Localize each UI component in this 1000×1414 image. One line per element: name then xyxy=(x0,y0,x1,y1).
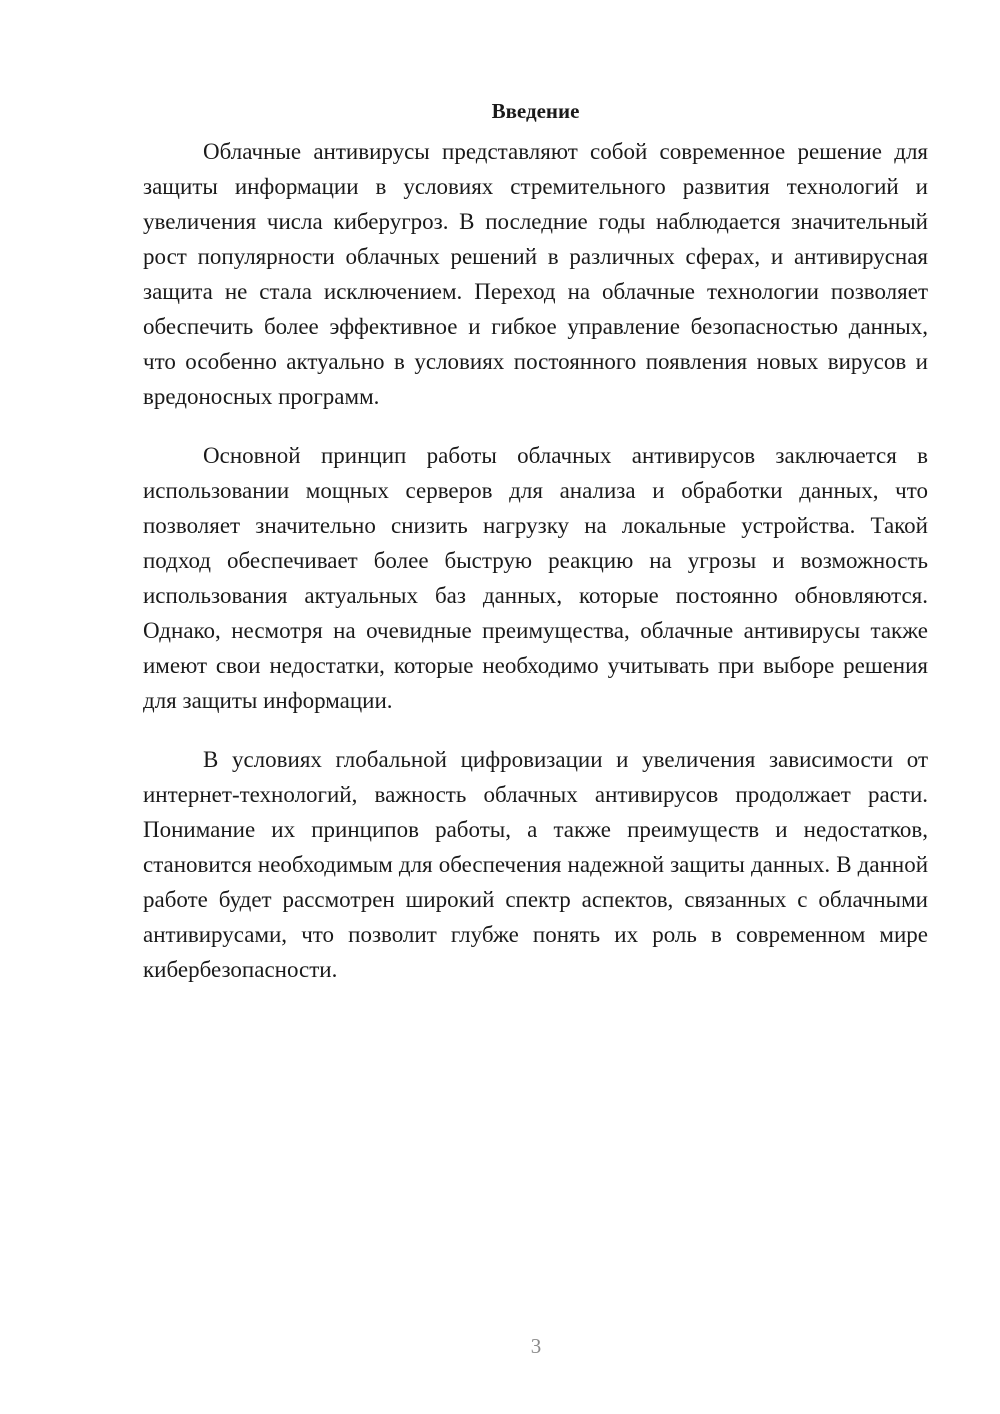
section-title: Введение xyxy=(491,99,580,123)
page-content xyxy=(143,96,928,1011)
page-number: 3 xyxy=(530,1334,542,1358)
paragraph-2: Основной принцип работы облачных антивирусов заключается в использовании мощных серверов для анализа и обработки данных, что позволяет значительно снизить нагрузку на локальные устройства. Такой подход обеспечивает более быструю реакцию на угрозы и возможность использования актуальных баз данных, которые постоянно обновляются. Однако, несмотря на очевидные преимущества, облачные антивирусы также имеют свои недостатки, которые необходимо учитывать при выборе решения для защиты информации. xyxy=(143,443,928,713)
paragraph-3: В условиях глобальной цифровизации и увеличения зависимости от интернет-технологий, важность облачных антивирусов продолжает расти. Понимание их принципов работы, а также преимуществ и недостатков, становится необходимым для обеспечения надежной защиты данных. В данной работе будет рассмотрен широкий спектр аспектов, связанных с облачными антивирусами, что позволит глубже понять их роль в современном мире кибербезопасности. xyxy=(143,747,928,982)
paragraph-1: Облачные антивирусы представляют собой современное решение для защиты информации в условиях стремительного развития технологий и увеличения числа киберугроз. В последние годы наблюдается значительный рост популярности облачных решений в различных сферах, и антивирусная защита не стала исключением. Переход на облачные технологии позволяет обеспечить более эффективное и гибкое управление безопасностью данных, что особенно актуально в условиях постоянного появления новых вирусов и вредоносных программ. xyxy=(143,139,928,409)
